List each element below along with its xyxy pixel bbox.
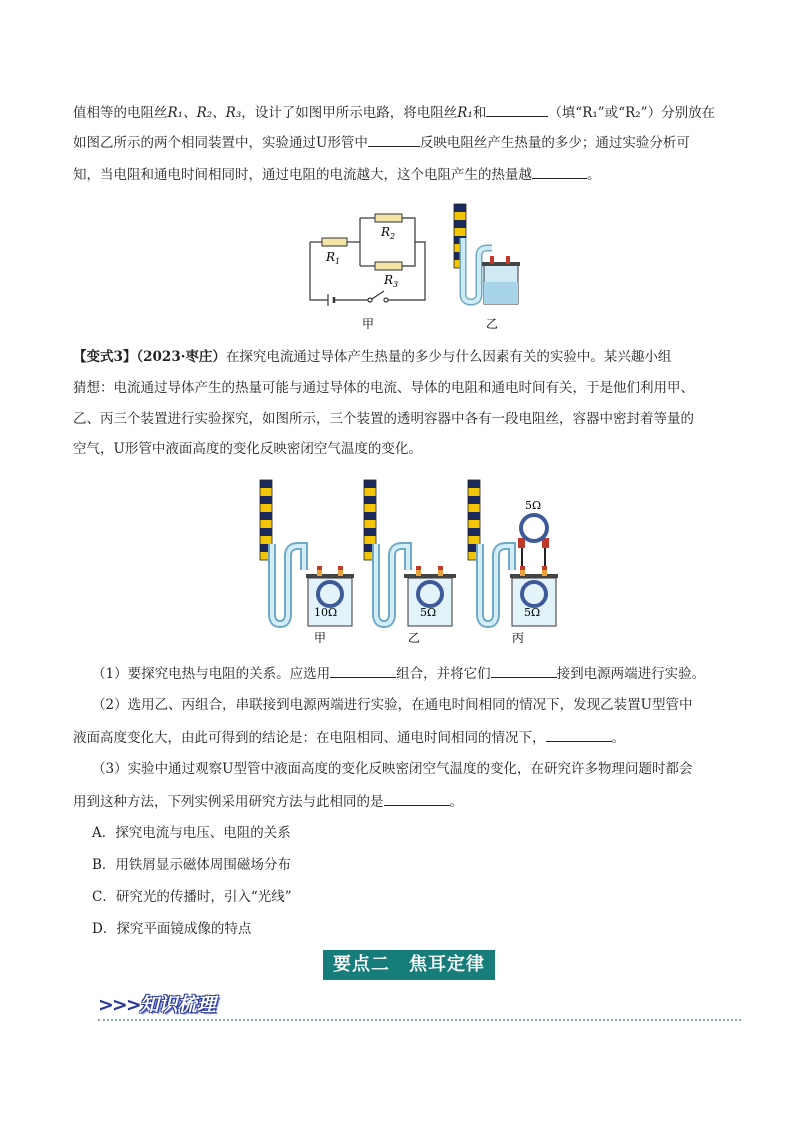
ruler-stripe	[468, 520, 480, 528]
apparatus-bing	[468, 480, 558, 626]
ruler-stripe	[468, 512, 480, 520]
answer-blank-1[interactable]	[486, 102, 548, 117]
variant-tag: 【变式3】（2023·枣庄）	[73, 349, 226, 365]
question-2-line-1: （2）选用乙、丙组合，串联接到电源两端进行实验，在通电时间相同的情况下，发现乙装置U型管中	[92, 697, 693, 713]
text: ，设计了如图甲所示电路，将电阻丝	[241, 105, 458, 121]
three-apparatus-figure	[254, 474, 574, 650]
ruler-stripe	[260, 488, 272, 496]
label-yi: 乙	[486, 317, 499, 331]
label-r1: $R_1$	[326, 250, 341, 266]
resistor-symbols: R₁、R₂、R₃	[167, 105, 242, 121]
answer-blank-q1b[interactable]	[491, 663, 557, 678]
ruler-stripe	[260, 512, 272, 520]
resistance-outside: 5Ω	[525, 499, 542, 512]
label-yi: 乙	[408, 631, 421, 645]
ruler-stripe	[364, 496, 376, 504]
text: 值相等的电阻丝	[73, 105, 168, 121]
answer-blank-3[interactable]	[532, 164, 587, 179]
ruler-stripe	[468, 488, 480, 496]
text: 接到电源两端进行实验。	[556, 666, 706, 682]
resistance-yi: 5Ω	[420, 606, 437, 619]
variant-line-2: 猜想：电流通过导体产生的热量可能与通过导体的电流、导体的电阻和通电时间有关，于是他们利用甲、	[73, 380, 694, 396]
ruler-stripe	[468, 528, 480, 536]
ruler-stripe	[364, 536, 376, 544]
ruler-stripe	[260, 504, 272, 512]
label-bing: 丙	[512, 631, 525, 645]
resistance-bing: 5Ω	[524, 606, 541, 619]
ruler-stripe	[454, 204, 466, 212]
ruler-stripe	[364, 488, 376, 496]
ruler-stripe	[364, 512, 376, 520]
question-3-line-2	[73, 791, 463, 812]
question-1	[92, 663, 705, 684]
ruler-stripe	[468, 480, 480, 488]
text: 组合，并将它们	[396, 666, 491, 682]
text: 用到这种方法，下列实例采用研究方法与此相同的是	[73, 794, 384, 810]
ruler-stripe	[364, 528, 376, 536]
question-3-line-1: （3）实验中通过观察U型管中液面高度的变化反映密闭空气温度的变化，在研究许多物理问题时都会	[92, 761, 693, 777]
ruler-stripe	[468, 504, 480, 512]
label-r2: $R_2$	[381, 225, 396, 241]
text: 和	[472, 105, 487, 121]
ruler-stripe	[364, 520, 376, 528]
option-c[interactable]: C．研究光的传播时，引入“光线”	[92, 889, 292, 905]
ruler-stripe	[364, 480, 376, 488]
u-tube-apparatus	[454, 204, 520, 304]
ruler-stripe	[260, 496, 272, 504]
text: （填“R₁”或“R₂”）分别放在	[548, 105, 716, 121]
apparatus-yi	[364, 480, 456, 626]
resistor-r1	[322, 238, 347, 246]
option-d[interactable]: D．探究平面镜成像的特点	[92, 921, 252, 937]
text: 知，当电阻和通电时间相同时，通过电阻的电流越大，这个电阻产生的热量越	[73, 167, 532, 183]
resistance-jia: 10Ω	[314, 606, 338, 619]
ruler-stripe	[260, 536, 272, 544]
ruler-stripe	[260, 520, 272, 528]
label-jia: 甲	[362, 317, 375, 331]
ruler-stripe	[454, 220, 466, 228]
ruler-stripe	[260, 528, 272, 536]
apparatus-jia	[260, 480, 354, 626]
circuit-figure	[300, 198, 530, 332]
intro-line-2	[73, 132, 690, 153]
arrows-icon: >>>	[98, 994, 140, 1016]
text: 反映电阻丝产生热量的多少；通过实验分析可	[419, 135, 690, 151]
label-jia: 甲	[314, 631, 327, 645]
resistor-r2	[375, 214, 402, 222]
option-a[interactable]: A．探究电流与电压、电阻的关系	[92, 825, 291, 841]
text: （1）要探究电热与电阻的关系。应选用	[92, 666, 331, 682]
text: 。	[449, 794, 463, 810]
ruler-stripe	[454, 228, 466, 236]
text: 。	[587, 167, 601, 183]
ruler-stripe	[468, 536, 480, 544]
section-title: 要点二 焦耳定律	[323, 950, 495, 980]
option-b[interactable]: B．用铁屑显示磁体周围磁场分布	[92, 857, 291, 873]
variant-line-3: 乙、丙三个装置进行实验探究，如图所示，三个装置的透明容器中各有一段电阻丝，容器中密封着等量的	[73, 411, 694, 427]
variant-line-1	[73, 347, 671, 367]
text: 如图乙所示的两个相同装置中，实验通过U形管中	[73, 135, 368, 151]
intro-line-3	[73, 164, 601, 185]
text: 液面高度变化大，由此可得到的结论是：在电阻相同、通电时间相同的情况下，	[73, 730, 546, 746]
ruler-stripe	[364, 504, 376, 512]
knowledge-heading-text: 知识梳理	[139, 994, 216, 1016]
resistor-r3	[375, 262, 402, 270]
ruler-stripe	[454, 212, 466, 220]
divider	[98, 1019, 741, 1021]
answer-blank-q1a[interactable]	[330, 663, 396, 678]
text: 。	[611, 730, 625, 746]
knowledge-heading	[98, 990, 216, 1017]
ruler-stripe	[468, 496, 480, 504]
text: 在探究电流通过导体产生热量的多少与什么因素有关的实验中。某兴趣小组	[225, 349, 672, 365]
answer-blank-2[interactable]	[368, 132, 420, 147]
resistor-symbol: R₁	[457, 105, 473, 121]
intro-line-1	[73, 102, 715, 123]
answer-blank-q3[interactable]	[384, 791, 450, 806]
label-r3: $R_3$	[384, 273, 399, 289]
variant-line-4: 空气，U形管中液面高度的变化反映密闭空气温度的变化。	[73, 441, 422, 457]
question-2-line-2	[73, 727, 625, 748]
answer-blank-q2[interactable]	[546, 727, 612, 742]
ruler-stripe	[260, 480, 272, 488]
